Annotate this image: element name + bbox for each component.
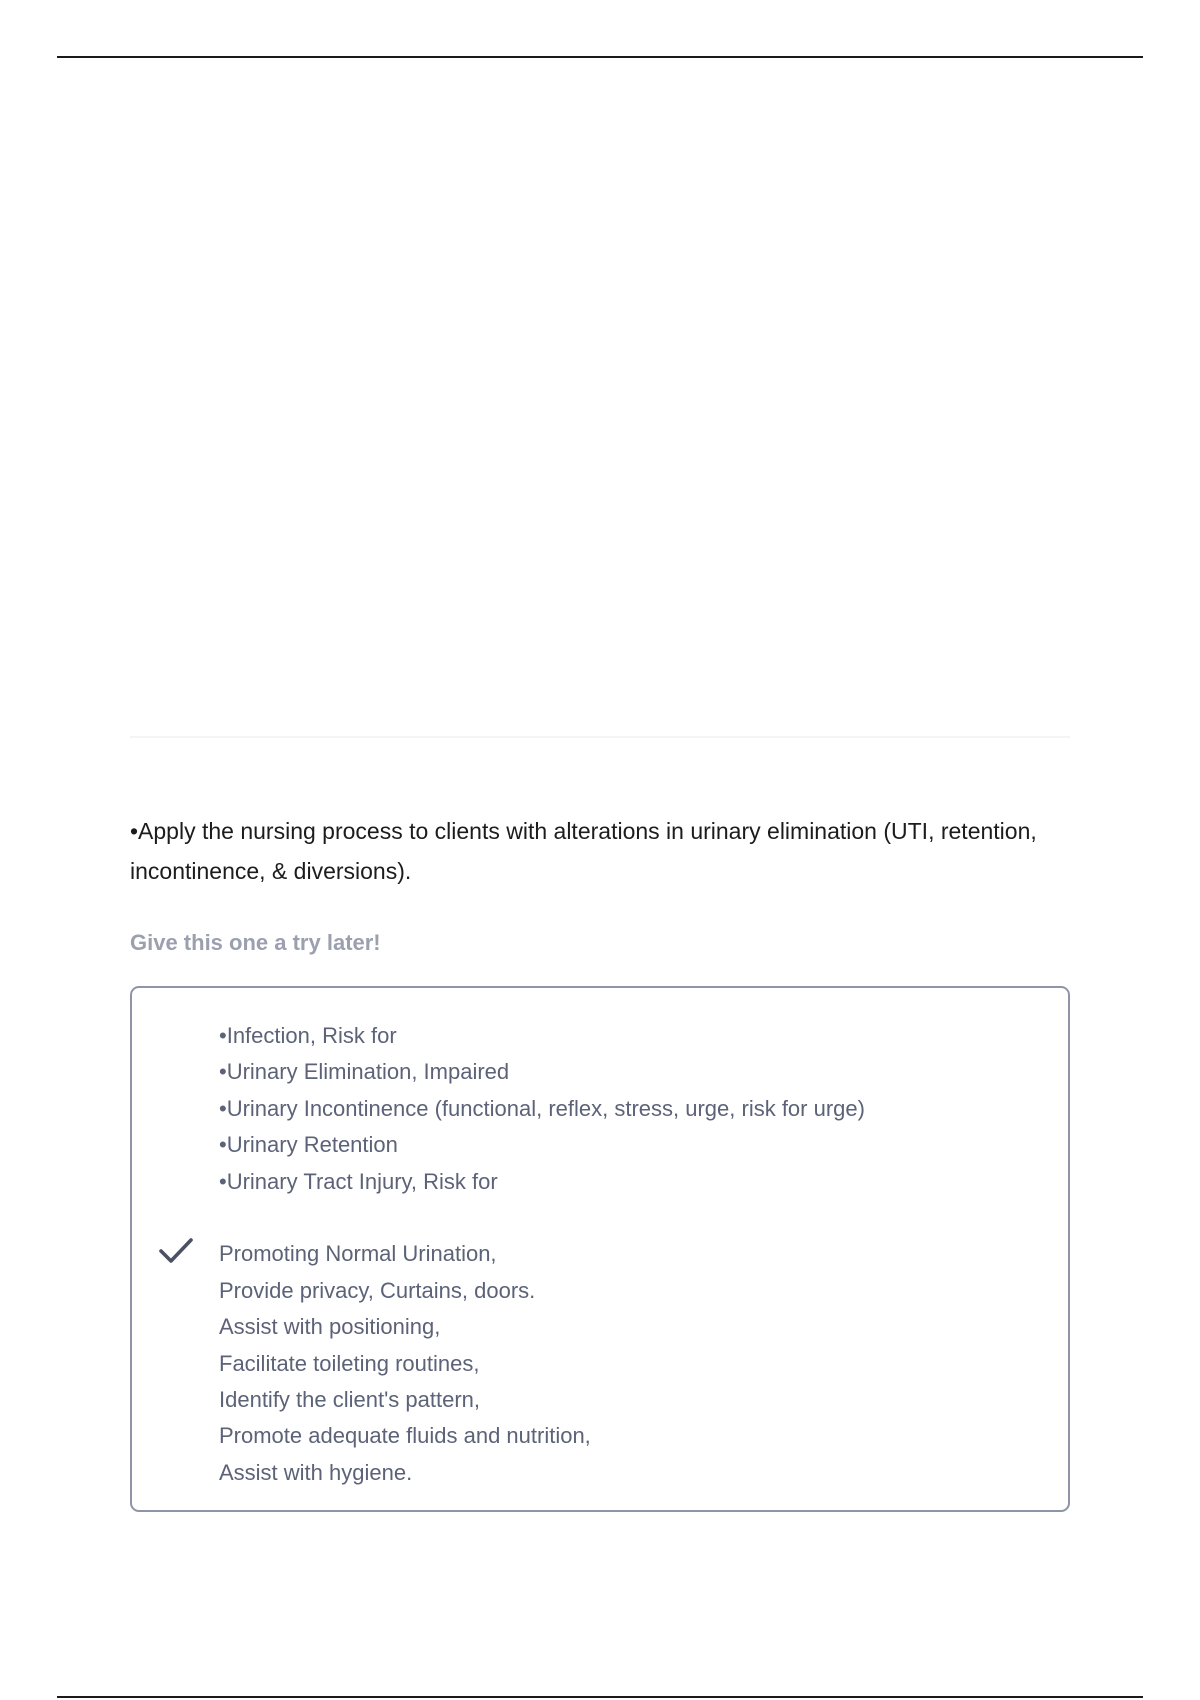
intervention-item: Assist with hygiene. [219, 1459, 413, 1485]
answer-list [219, 1018, 865, 1491]
diagnosis-item: •Urinary Retention [219, 1132, 398, 1158]
intervention-item: Promote adequate fluids and nutrition, [219, 1423, 591, 1449]
check-icon [158, 1236, 194, 1266]
card-separator [130, 736, 1070, 738]
answer-card[interactable] [130, 986, 1070, 1512]
intervention-item: Provide privacy, Curtains, doors. [219, 1277, 536, 1303]
bottom-rule [57, 1696, 1143, 1698]
diagnosis-item: •Infection, Risk for [219, 1023, 397, 1048]
diagnosis-item: •Urinary Tract Injury, Risk for [219, 1168, 498, 1194]
list-spacer [219, 1200, 865, 1236]
intervention-item: Facilitate toileting routines, [219, 1350, 480, 1376]
diagnosis-item: •Urinary Elimination, Impaired [219, 1059, 510, 1085]
question-text: •Apply the nursing process to clients with alterations in urinary elimination (UTI, retention, incontinence, & diversions). [130, 818, 1037, 884]
intervention-item: Assist with positioning, [219, 1314, 441, 1340]
try-later-label: Give this one a try later! [130, 930, 381, 955]
intervention-item: Identify the client's pattern, [219, 1387, 481, 1413]
intervention-item: Promoting Normal Urination, [219, 1241, 497, 1267]
top-rule [57, 56, 1143, 58]
diagnosis-item: •Urinary Incontinence (functional, reflex, stress, urge, risk for urge) [219, 1095, 865, 1121]
